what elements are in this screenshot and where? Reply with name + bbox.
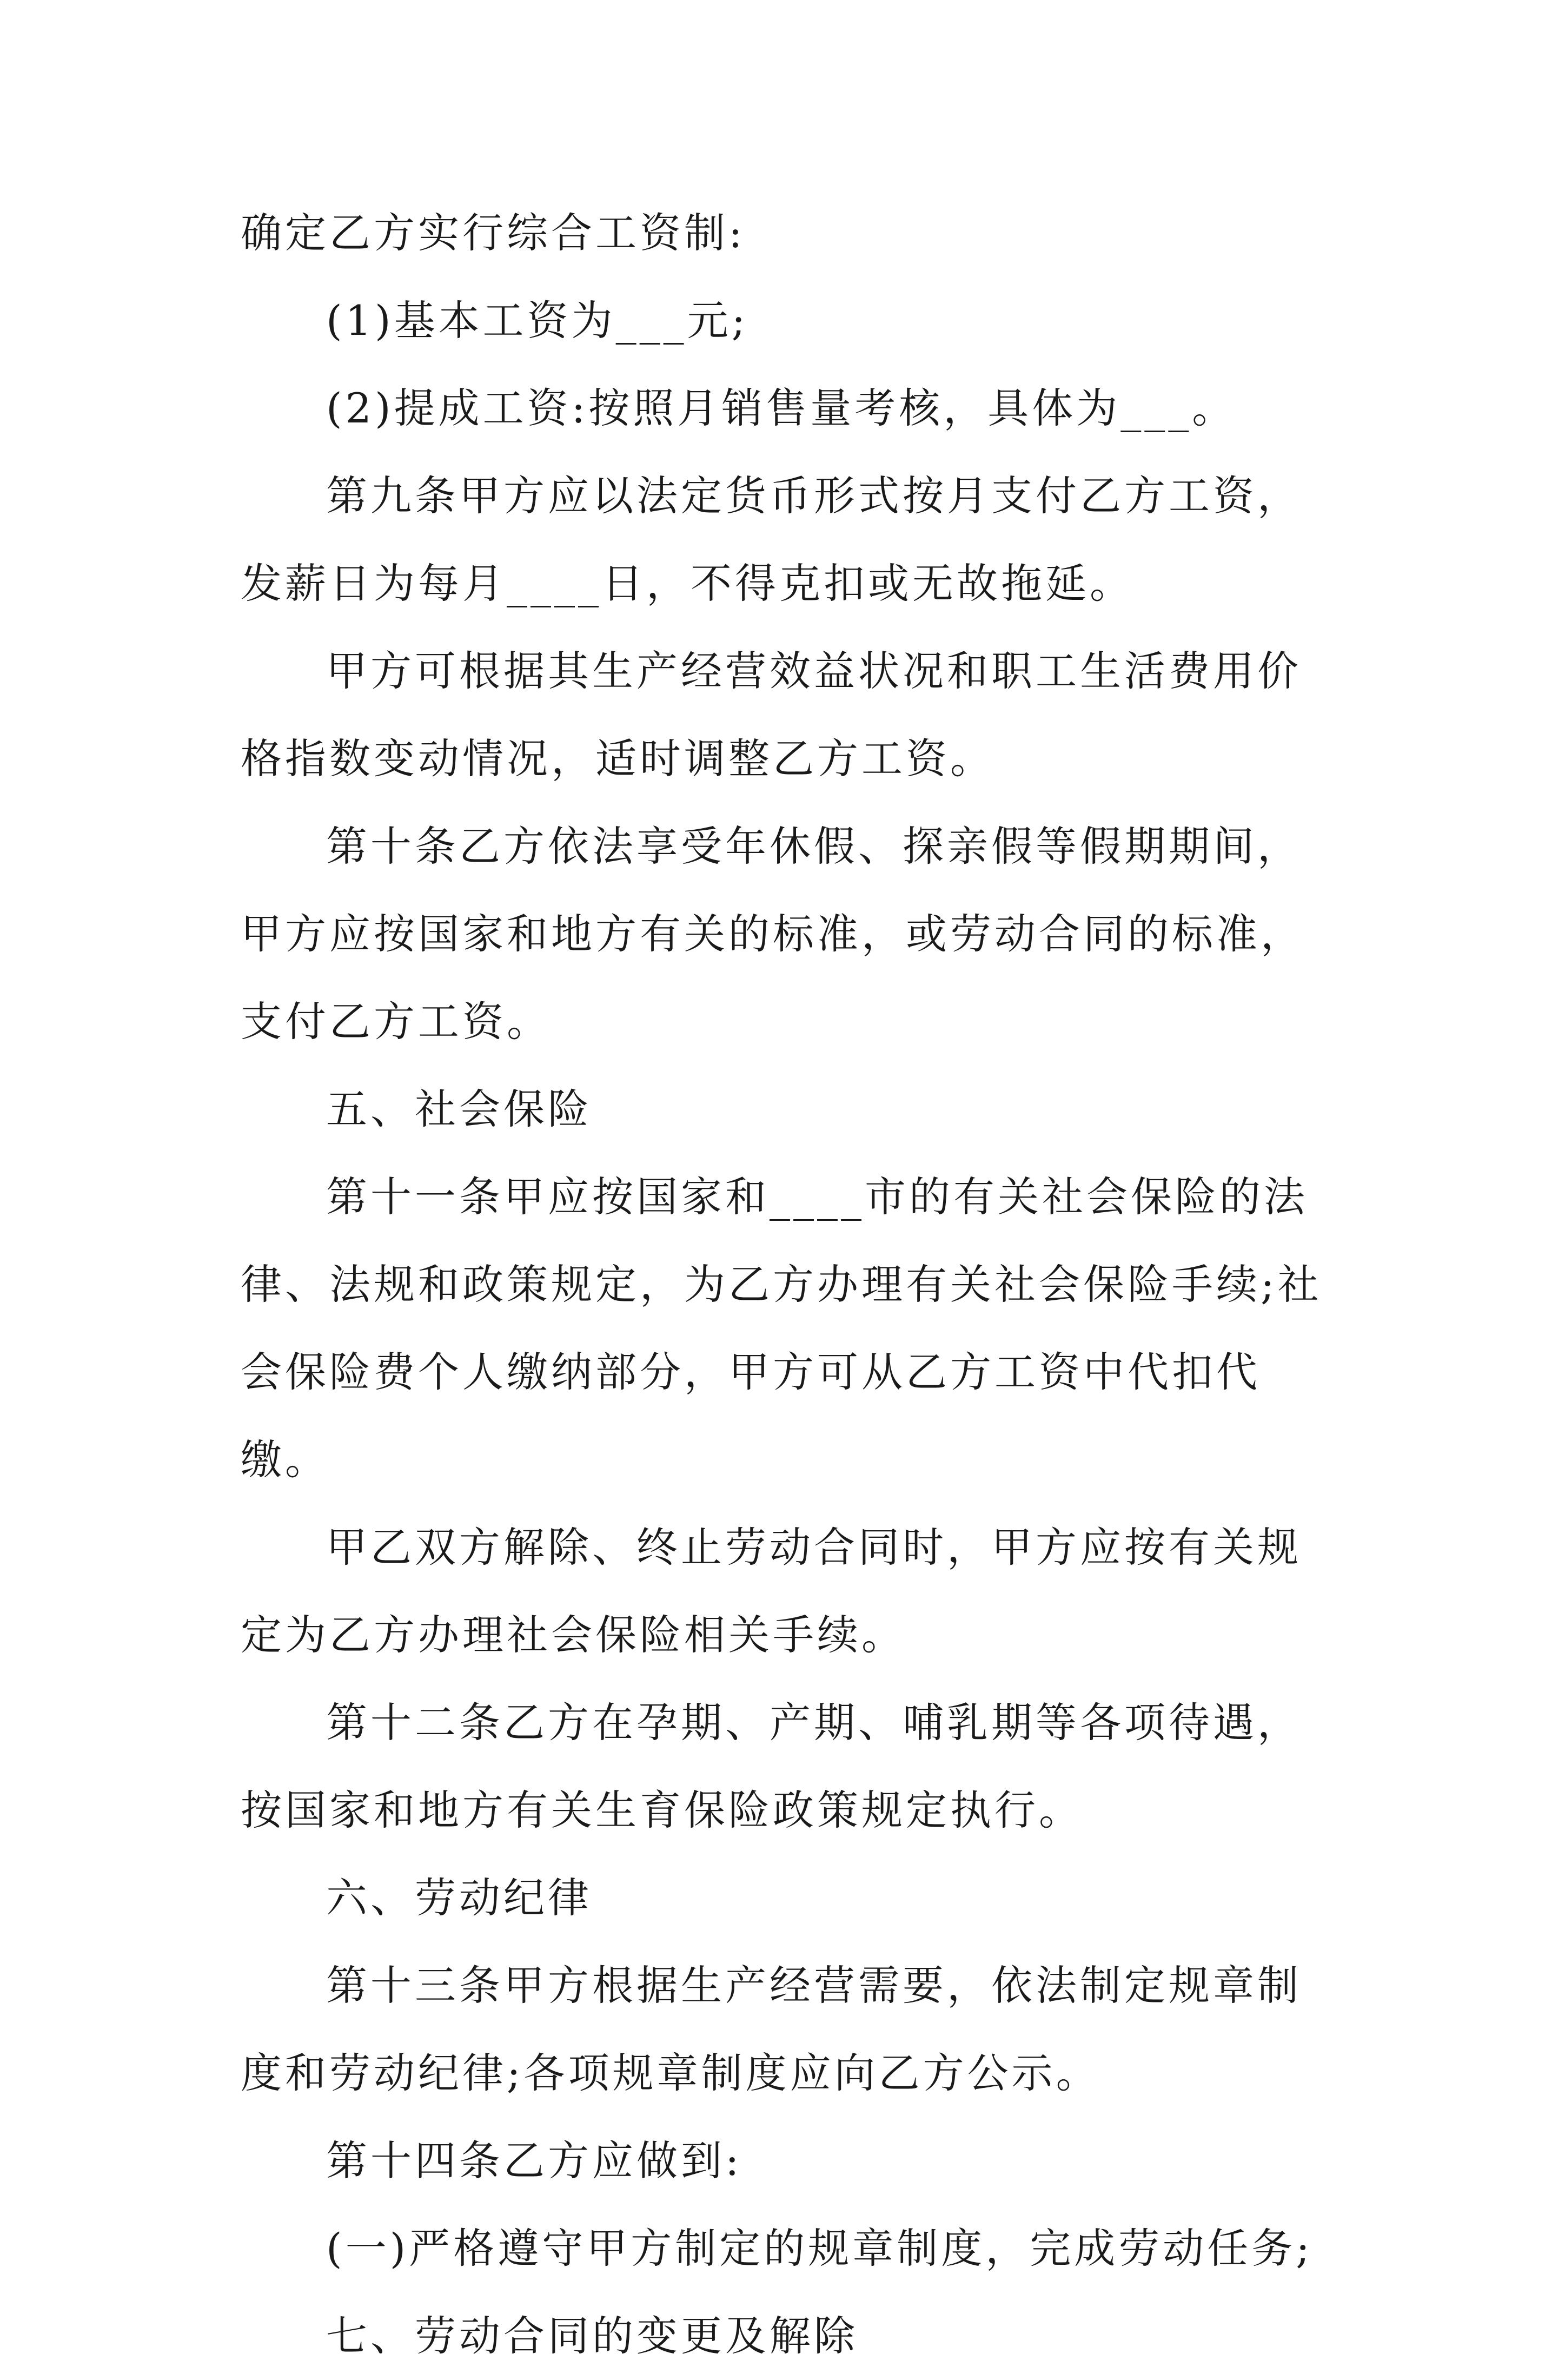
paragraph-termination-insurance: 甲乙双方解除、终止劳动合同时，甲方应按有关规定为乙方办理社会保险相关手续。 — [241, 1523, 1302, 1659]
paragraph-article-13: 第十三条甲方根据生产经营需要，依法制定规章制度和劳动纪律;各项规章制度应向乙方公示。 — [241, 1961, 1302, 2097]
paragraph-basic-wage: (1)基本工资为___元; — [326, 296, 749, 345]
section-heading-social-insurance: 五、社会保险 — [326, 1085, 592, 1133]
paragraph-article-9: 第九条甲方应以法定货币形式按月支付乙方工资，发薪日为每月____日，不得克扣或无故拖延。 — [241, 472, 1302, 607]
paragraph-wage-adjustment: 甲方可根据其生产经营效益状况和职工生活费用价格指数变动情况，适时调整乙方工资。 — [241, 647, 1302, 783]
paragraph-article-14: 第十四条乙方应做到: — [326, 2137, 742, 2185]
document-body — [241, 189, 1333, 2380]
paragraph-article-14-item-1: (一)严格遵守甲方制定的规章制度，完成劳动任务; — [326, 2224, 1313, 2272]
paragraph-wage-system: 确定乙方实行综合工资制: — [241, 209, 746, 257]
section-heading-labor-discipline: 六、劳动纪律 — [326, 1874, 592, 1922]
paragraph-article-11: 第十一条甲应按国家和____市的有关社会保险的法律、法规和政策规定，为乙方办理有关社会保险手续;社会保险费个人缴纳部分，甲方可从乙方工资中代扣代缴。 — [241, 1173, 1322, 1484]
paragraph-article-10: 第十条乙方依法享受年休假、探亲假等假期期间，甲方应按国家和地方有关的标准，或劳动合同的标准，支付乙方工资。 — [241, 822, 1305, 1046]
paragraph-article-12: 第十二条乙方在孕期、产期、哺乳期等各项待遇，按国家和地方有关生育保险政策规定执行。 — [241, 1698, 1302, 1834]
paragraph-commission: (2)提成工资:按照月销售量考核，具体为___。 — [326, 384, 1237, 432]
section-heading-contract-change: 七、劳动合同的变更及解除 — [326, 2312, 858, 2360]
